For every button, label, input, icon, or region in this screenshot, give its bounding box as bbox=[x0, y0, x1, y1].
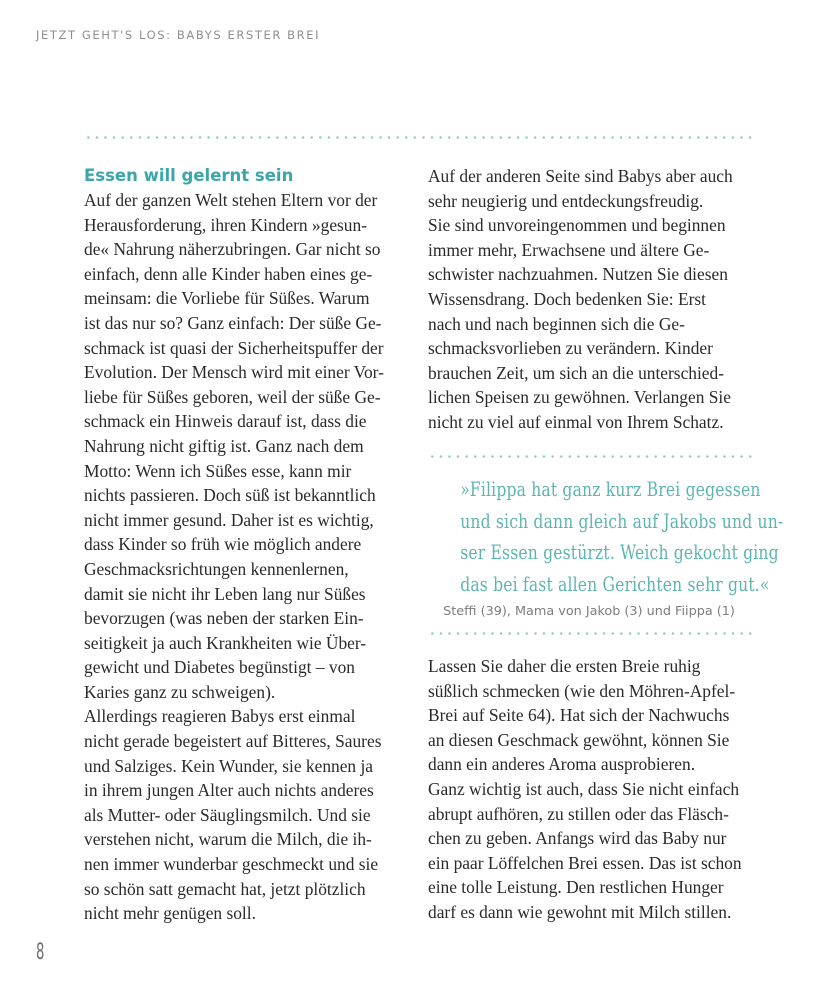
quote-top-dotted-rule bbox=[428, 455, 752, 458]
paragraph-line: nicht gerade begeistert auf Bitteres, Saures bbox=[84, 731, 382, 752]
paragraph-line: Auf der ganzen Welt stehen Eltern vor der bbox=[84, 190, 378, 210]
paragraph-line: meinsam: die Vorliebe für Süßes. Warum bbox=[84, 288, 370, 309]
quote-line: »Filippa hat ganz kurz Brei gegessen bbox=[460, 478, 761, 501]
paragraph-line: verstehen nicht, warum die Milch, die ih- bbox=[84, 829, 372, 850]
paragraph-line: seitigkeit ja auch Krankheiten wie Über- bbox=[84, 632, 367, 653]
paragraph-line: nicht immer gesund. Daher ist es wichtig, bbox=[84, 509, 374, 530]
pull-quote bbox=[428, 474, 784, 622]
paragraph-line: Brei auf Seite 64). Hat sich der Nachwuchs bbox=[428, 705, 730, 726]
paragraph-line: immer mehr, Erwachsene und ältere Ge- bbox=[428, 239, 710, 260]
left-column bbox=[84, 164, 414, 926]
paragraph-line: liebe für Süßes geboren, weil der süße Ge- bbox=[84, 386, 381, 407]
section-heading: Essen will gelernt sein bbox=[84, 166, 294, 185]
paragraph-line: nicht mehr genügen soll. bbox=[84, 903, 256, 924]
right-column-bottom bbox=[428, 654, 758, 925]
quote-line: und sich dann gleich auf Jakobs und un- bbox=[460, 509, 784, 533]
paragraph-line: ein paar Löffelchen Brei essen. Das ist schon bbox=[428, 852, 742, 873]
page-number: 8 bbox=[36, 940, 45, 965]
paragraph-line: Geschmacksrichtungen kennenlernen, bbox=[84, 558, 349, 579]
paragraph-line: nicht zu viel auf einmal von Ihrem Schatz. bbox=[428, 411, 724, 432]
paragraph-line: so schön satt gemacht hat, jetzt plötzlich bbox=[84, 878, 366, 899]
paragraph-line: nen immer wunderbar geschmeckt und sie bbox=[84, 854, 379, 875]
paragraph-line: schwister nachzuahmen. Nutzen Sie diesen bbox=[428, 264, 728, 285]
paragraph-line: Karies ganz zu schweigen). bbox=[84, 681, 276, 702]
paragraph-line: Wissensdrang. Doch bedenken Sie: Erst bbox=[428, 288, 706, 309]
paragraph-line: dann ein anderes Aroma ausprobieren. bbox=[428, 754, 696, 775]
paragraph-line: schmack ein Hinweis darauf ist, dass die bbox=[84, 411, 367, 432]
paragraph-line: an diesen Geschmack gewöhnt, können Sie bbox=[428, 729, 730, 750]
paragraph-line: Lassen Sie daher die ersten Breie ruhig bbox=[428, 656, 701, 676]
paragraph-line: de« Nahrung näherzubringen. Gar nicht so bbox=[84, 239, 381, 260]
paragraph-line: süßlich schmecken (wie den Möhren-Apfel- bbox=[428, 680, 736, 701]
paragraph-line: nichts passieren. Doch süß ist bekanntlich bbox=[84, 485, 376, 506]
paragraph-line: Nahrung nicht giftig ist. Ganz nach dem bbox=[84, 435, 364, 456]
paragraph-line: chen zu geben. Anfangs wird das Baby nur bbox=[428, 828, 727, 849]
paragraph-line: und Salziges. Kein Wunder, sie kennen ja bbox=[84, 755, 374, 776]
paragraph-line: einfach, denn alle Kinder haben eines ge- bbox=[84, 263, 373, 284]
right-column-top bbox=[428, 164, 758, 435]
paragraph-line: eine tolle Leistung. Den restlichen Hunger bbox=[428, 877, 724, 898]
top-dotted-rule bbox=[84, 136, 752, 139]
paragraph-line: Allerdings reagieren Babys erst einmal bbox=[84, 706, 356, 727]
paragraph-line: brauchen Zeit, um sich an die unterschied- bbox=[428, 362, 725, 383]
paragraph-line: Ganz wichtig ist auch, dass Sie nicht einfach bbox=[428, 778, 740, 799]
quote-line: ser Essen gestürzt. Weich gekocht ging bbox=[460, 541, 779, 564]
quote-bottom-dotted-rule bbox=[428, 632, 752, 635]
paragraph-line: in ihrem jungen Alter auch nichts anderes bbox=[84, 780, 374, 801]
quote-line: das bei fast allen Gerichten sehr gut.« bbox=[460, 572, 770, 596]
paragraph-line: sehr neugierig und entdeckungsfreudig. bbox=[428, 190, 704, 211]
running-head: JETZT GEHT'S LOS: BABYS ERSTER BREI bbox=[36, 28, 321, 42]
paragraph-line: Evolution. Der Mensch wird mit einer Vor- bbox=[84, 362, 384, 383]
paragraph-line: Motto: Wenn ich Süßes esse, kann mir bbox=[84, 460, 352, 481]
paragraph-line: schmacksvorlieben zu verändern. Kinder bbox=[428, 338, 713, 359]
paragraph-line: darf es dann wie gewohnt mit Milch stillen. bbox=[428, 901, 732, 922]
paragraph-line: bevorzugen (was neben der starken Ein- bbox=[84, 608, 364, 629]
paragraph-line: nach und nach beginnen sich die Ge- bbox=[428, 313, 685, 334]
paragraph-line: abrupt aufhören, zu stillen oder das Fläsch- bbox=[428, 803, 729, 824]
paragraph-line: schmack ist quasi der Sicherheitspuffer der bbox=[84, 337, 384, 358]
paragraph-line: damit sie nicht ihr Leben lang nur Süßes bbox=[84, 583, 366, 604]
paragraph-line: dass Kinder so früh wie möglich andere bbox=[84, 534, 362, 555]
paragraph-line: gewicht und Diabetes begünstigt – von bbox=[84, 657, 355, 678]
paragraph-line: Auf der anderen Seite sind Babys aber auch bbox=[428, 166, 733, 186]
paragraph-line: Sie sind unvoreingenommen und beginnen bbox=[428, 215, 726, 236]
paragraph-line: als Mutter- oder Säuglingsmilch. Und sie bbox=[84, 804, 371, 825]
paragraph-line: Herausforderung, ihren Kindern »gesun- bbox=[84, 214, 367, 235]
paragraph-line: ist das nur so? Ganz einfach: Der süße Ge- bbox=[84, 312, 382, 333]
paragraph-line: lichen Speisen zu gewöhnen. Verlangen Sie bbox=[428, 387, 731, 408]
quote-attribution: Steffi (39), Mama von Jakob (3) und Fiippa (1) bbox=[443, 604, 735, 619]
